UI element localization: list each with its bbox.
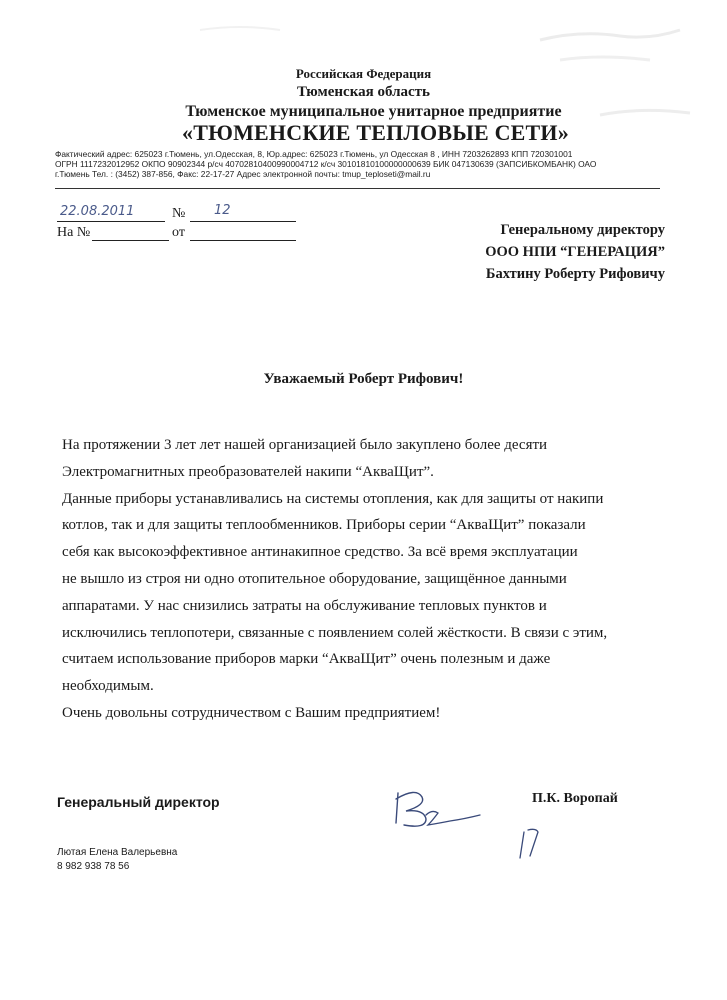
body-line: Электромагнитных преобразователей накипи “АкваЩит”. [62,463,434,480]
salutation: Уважаемый Роберт Рифович! [263,371,464,387]
body-line: На протяжении 3 лет лет нашей организацией было закуплено более десяти [62,437,548,453]
body-line: не вышло из строя ни одно отопительное оборудование, защищённое данными [62,570,567,587]
handwritten-signature [376,785,486,835]
letterhead-org-type: Тюменское муниципальное унитарное предприятие [185,103,562,120]
letterhead-address: Фактический адрес: 625023 г.Тюмень, ул.Одесская, 8, Юр.адрес: 625023 г.Тюмень, ул Одесская 8 , ИНН 7203262893 КПП 720301001 [55,149,573,159]
ref-date-line [57,221,165,222]
letterhead-country: Российская Федерация [295,66,432,81]
letterhead-divider [55,188,660,189]
body-line: Очень довольны сотрудничеством с Вашим предприятием! [62,704,441,721]
ref-number-line [190,221,296,222]
ref-number-label: № [172,206,186,221]
body-line: котлов, так и для защиты теплообменников. Приборы серии “АкваЩит” показали [62,517,586,534]
ref-date-handwritten: 22.08.2011 [60,204,135,219]
ref-on-label: На № [57,225,91,240]
body-line: Данные приборы устанавливались на системы отопления, как для защиты от накипи [62,490,604,507]
executor-phone: 8 982 938 78 56 [57,861,130,872]
letterhead-contacts: г.Тюмень Тел. : (3452) 387-856, Факс: 22-17-27 Адрес электронной почты: tmup_teploseti@mail.ru [55,169,431,179]
letterhead-org-name: «ТЮМЕНСКИЕ ТЕПЛОВЫЕ СЕТИ» [182,120,569,145]
ref-number-handwritten: 12 [214,203,231,218]
body-line: исключились теплопотери, связанные с появлением солей жёсткости. В связи с этим, [62,624,608,641]
body-line: себя как высокоэффективное антинакипное средство. За всё время эксплуатации [62,544,578,561]
signatory-position: Генеральный директор [57,794,220,810]
ref-on-line [92,240,169,241]
ref-from-line [190,240,296,241]
ref-from-label: от [172,225,185,240]
signatory-name: П.К. Воропай [532,791,618,806]
body-line: считаем использование приборов марки “АкваЩит” очень полезным и даже [62,651,551,668]
letterhead-region: Тюменская область [297,84,430,100]
body-line: аппаратами. У нас снизились затраты на обслуживание тепловых пунктов и [62,597,547,614]
executor-name: Лютая Елена Валерьевна [57,847,178,858]
addressee-name: Бахтину Роберту Рифовичу [485,266,665,282]
addressee-title: Генеральному директору [500,222,665,238]
addressee-company: ООО НПИ “ГЕНЕРАЦИЯ” [485,244,665,260]
letter-body [62,432,682,727]
body-line: необходимым. [62,678,154,695]
handwritten-initial-mark [516,826,544,860]
letterhead-bank-details: ОГРН 1117232012952 ОКПО 90902344 р/сч 40702810400990004712 к/сч 30101810100000000639 БИК 047130639 (ЗАПСИБКОМБАНК) ОАО [55,159,597,169]
